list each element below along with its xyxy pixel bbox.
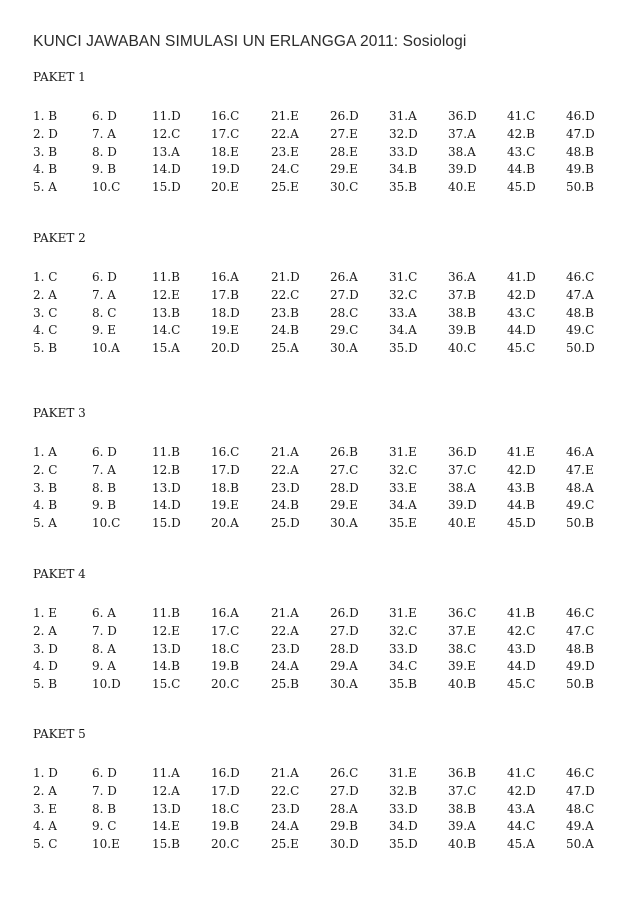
answer-cell: 16.D [211,766,240,780]
answer-cell: 12.E [152,623,180,638]
answer-cell: 49.C [566,323,595,338]
answer-row [0,443,638,461]
answer-cell: 17.C [211,623,240,638]
answer-cell: 23.B [271,305,299,320]
answer-row [0,143,638,161]
answer-cell: 28.A [330,801,358,816]
answer-cell: 6. D [92,766,117,780]
answer-cell: 48.C [566,801,595,816]
answer-cell: 8. D [92,144,117,159]
answer-cell: 27.D [330,623,359,638]
answer-cell: 9. A [92,659,116,674]
answer-cell: 3. C [33,305,58,320]
answer-cell: 8. A [92,641,116,656]
answer-cell: 3. B [33,144,58,159]
answer-cell: 4. A [33,819,57,834]
answer-cell: 38.B [448,801,476,816]
answer-cell: 22.A [271,623,299,638]
answer-cell: 40.E [448,180,476,195]
answer-cell: 1. D [33,766,58,780]
answer-cell: 35.B [389,180,417,195]
answer-cell: 35.B [389,677,417,692]
answer-cell: 47.C [566,623,595,638]
answer-cell: 36.C [448,606,477,620]
answer-cell: 26.A [330,270,358,284]
answer-cell: 2. D [33,126,58,141]
answer-cell: 31.E [389,445,417,459]
answer-cell: 41.C [507,766,536,780]
answer-cell: 11.B [152,445,180,459]
answer-cell: 50.A [566,837,594,852]
answer-cell: 44.D [507,323,536,338]
answer-cell: 32.C [389,287,418,302]
answer-cell: 31.C [389,270,418,284]
answer-cell: 45.C [507,677,536,692]
answer-row [0,782,638,800]
answer-row [0,622,638,640]
answer-cell: 34.A [389,323,417,338]
answer-cell: 27.E [330,126,358,141]
answer-row [0,304,638,322]
answer-cell: 34.A [389,498,417,513]
answer-cell: 46.C [566,766,595,780]
paket-heading: PAKET 2 [33,231,86,245]
answer-cell: 37.B [448,287,476,302]
answer-cell: 39.B [448,323,476,338]
answer-cell: 25.E [271,837,299,852]
answer-cell: 30.A [330,341,358,356]
answer-cell: 18.B [211,480,239,495]
answer-cell: 11.B [152,270,180,284]
answer-cell: 39.D [448,162,477,177]
answer-cell: 7. A [92,126,116,141]
answer-cell: 16.C [211,109,240,123]
answer-cell: 14.D [152,498,181,513]
paket-heading: PAKET 3 [33,406,86,420]
answer-cell: 10.E [92,837,120,852]
answer-cell: 21.A [271,606,299,620]
answer-cell: 7. A [92,287,116,302]
answer-cell: 46.C [566,270,595,284]
answer-cell: 40.C [448,341,477,356]
answer-cell: 50.B [566,180,594,195]
answer-cell: 4. B [33,498,58,513]
answer-cell: 31.E [389,766,417,780]
answer-cell: 42.D [507,287,536,302]
document-title: KUNCI JAWABAN SIMULASI UN ERLANGGA 2011: Sosiologi [33,33,467,50]
answer-cell: 18.C [211,801,240,816]
answer-cell: 28.C [330,305,359,320]
answer-cell: 23.D [271,641,300,656]
answer-cell: 46.C [566,606,595,620]
answer-cell: 12.E [152,287,180,302]
answer-cell: 5. C [33,837,58,852]
answer-cell: 30.D [330,837,359,852]
answer-row [0,160,638,178]
answer-cell: 15.D [152,516,181,531]
answer-cell: 19.D [211,162,240,177]
answer-cell: 27.D [330,287,359,302]
answer-cell: 41.B [507,606,535,620]
answer-cell: 48.B [566,305,594,320]
answer-cell: 48.B [566,144,594,159]
answer-cell: 1. B [33,109,58,123]
answer-cell: 30.A [330,677,358,692]
answer-cell: 26.C [330,766,359,780]
answer-cell: 24.B [271,323,299,338]
answer-cell: 37.C [448,783,477,798]
answer-cell: 13.B [152,305,180,320]
answer-cell: 41.C [507,109,536,123]
answer-cell: 16.C [211,445,240,459]
answer-cell: 7. D [92,783,117,798]
answer-cell: 20.A [211,516,239,531]
answer-cell: 9. C [92,819,117,834]
answer-cell: 19.E [211,498,239,513]
answer-cell: 39.A [448,819,476,834]
answer-cell: 44.B [507,498,535,513]
paket-heading: PAKET 1 [33,70,86,84]
answer-cell: 33.A [389,305,417,320]
answer-cell: 43.A [507,801,535,816]
answer-cell: 33.D [389,641,418,656]
answer-cell: 6. A [92,606,116,620]
answer-cell: 14.E [152,819,180,834]
answer-cell: 23.E [271,144,299,159]
answer-cell: 39.E [448,659,476,674]
answer-cell: 43.D [507,641,536,656]
answer-cell: 31.A [389,109,417,123]
answer-cell: 50.B [566,516,594,531]
answer-cell: 17.D [211,783,240,798]
answer-cell: 3. B [33,480,58,495]
answer-cell: 21.D [271,270,300,284]
answer-cell: 44.D [507,659,536,674]
answer-cell: 10.D [92,677,121,692]
answer-cell: 15.C [152,677,181,692]
answer-cell: 21.A [271,445,299,459]
answer-cell: 9. B [92,498,117,513]
answer-cell: 20.E [211,180,239,195]
answer-cell: 22.C [271,783,300,798]
answer-cell: 33.D [389,801,418,816]
answer-cell: 1. C [33,270,58,284]
answer-row [0,817,638,835]
answer-cell: 25.D [271,516,300,531]
answer-cell: 17.C [211,126,240,141]
answer-cell: 37.C [448,462,477,477]
answer-cell: 3. E [33,801,58,816]
answer-cell: 33.D [389,144,418,159]
answer-cell: 50.D [566,341,595,356]
answer-cell: 29.B [330,819,358,834]
answer-row [0,514,638,532]
answer-cell: 11.B [152,606,180,620]
answer-cell: 49.A [566,819,594,834]
answer-cell: 14.C [152,323,181,338]
answer-cell: 33.E [389,480,417,495]
answer-cell: 18.C [211,641,240,656]
answer-cell: 19.B [211,819,239,834]
answer-cell: 22.C [271,287,300,302]
answer-cell: 10.C [92,516,121,531]
answer-cell: 32.C [389,462,418,477]
answer-cell: 27.D [330,783,359,798]
answer-cell: 13.D [152,801,181,816]
answer-cell: 5. A [33,180,57,195]
answer-cell: 28.E [330,144,358,159]
answer-row [0,461,638,479]
paket-heading: PAKET 5 [33,727,86,741]
answer-cell: 3. D [33,641,58,656]
answer-cell: 24.C [271,162,300,177]
answer-cell: 44.B [507,162,535,177]
answer-cell: 48.B [566,641,594,656]
answer-cell: 14.D [152,162,181,177]
answer-cell: 48.A [566,480,594,495]
answer-cell: 2. A [33,287,57,302]
answer-row [0,178,638,196]
answer-cell: 47.D [566,783,595,798]
answer-row [0,604,638,622]
answer-cell: 7. D [92,623,117,638]
answer-cell: 43.C [507,144,536,159]
answer-cell: 6. D [92,445,117,459]
answer-cell: 17.B [211,287,239,302]
answer-row [0,339,638,357]
answer-cell: 9. B [92,162,117,177]
answer-cell: 44.C [507,819,536,834]
answer-cell: 2. A [33,623,57,638]
answer-cell: 38.C [448,641,477,656]
answer-cell: 41.E [507,445,535,459]
answer-cell: 37.E [448,623,476,638]
answer-row [0,640,638,658]
answer-cell: 28.D [330,641,359,656]
answer-cell: 47.D [566,126,595,141]
answer-cell: 16.A [211,606,239,620]
answer-cell: 11.A [152,766,180,780]
answer-cell: 45.D [507,180,536,195]
answer-cell: 45.D [507,516,536,531]
answer-row [0,496,638,514]
paket-heading: PAKET 4 [33,567,86,581]
answer-cell: 22.A [271,126,299,141]
answer-cell: 35.D [389,837,418,852]
answer-cell: 43.C [507,305,536,320]
answer-cell: 1. A [33,445,57,459]
answer-cell: 34.B [389,162,417,177]
answer-cell: 27.C [330,462,359,477]
answer-cell: 29.A [330,659,358,674]
answer-cell: 5. A [33,516,57,531]
answer-cell: 8. B [92,480,117,495]
answer-cell: 24.A [271,819,299,834]
answer-cell: 20.D [211,341,240,356]
answer-cell: 31.E [389,606,417,620]
answer-cell: 9. E [92,323,117,338]
answer-cell: 22.A [271,462,299,477]
answer-cell: 12.B [152,462,180,477]
answer-cell: 32.C [389,623,418,638]
answer-row [0,107,638,125]
answer-cell: 15.B [152,837,180,852]
answer-cell: 19.B [211,659,239,674]
answer-cell: 10.A [92,341,120,356]
answer-cell: 30.A [330,516,358,531]
answer-cell: 32.D [389,126,418,141]
answer-cell: 40.E [448,516,476,531]
answer-cell: 20.C [211,677,240,692]
answer-cell: 21.A [271,766,299,780]
answer-cell: 20.C [211,837,240,852]
answer-cell: 40.B [448,837,476,852]
answer-cell: 50.B [566,677,594,692]
answer-cell: 18.E [211,144,239,159]
answer-cell: 13.D [152,641,181,656]
answer-cell: 45.A [507,837,535,852]
answer-cell: 26.B [330,445,358,459]
answer-cell: 29.C [330,323,359,338]
answer-cell: 5. B [33,341,58,356]
answer-cell: 4. D [33,659,58,674]
answer-cell: 25.E [271,180,299,195]
answer-cell: 6. D [92,109,117,123]
answer-cell: 14.B [152,659,180,674]
answer-cell: 19.E [211,323,239,338]
answer-cell: 38.A [448,480,476,495]
answer-row [0,268,638,286]
answer-cell: 46.D [566,109,595,123]
answer-cell: 21.E [271,109,299,123]
answer-cell: 36.B [448,766,476,780]
answer-row [0,286,638,304]
answer-cell: 47.A [566,287,594,302]
answer-cell: 38.B [448,305,476,320]
answer-cell: 42.D [507,462,536,477]
answer-row [0,321,638,339]
answer-cell: 42.D [507,783,536,798]
answer-cell: 35.D [389,341,418,356]
answer-cell: 13.D [152,480,181,495]
answer-row [0,125,638,143]
answer-cell: 36.D [448,109,477,123]
answer-cell: 35.E [389,516,417,531]
answer-cell: 10.C [92,180,121,195]
answer-cell: 45.C [507,341,536,356]
answer-cell: 26.D [330,606,359,620]
answer-cell: 26.D [330,109,359,123]
answer-row [0,479,638,497]
answer-cell: 4. C [33,323,58,338]
answer-cell: 8. B [92,801,117,816]
answer-cell: 7. A [92,462,116,477]
answer-cell: 5. B [33,677,58,692]
answer-row [0,800,638,818]
answer-cell: 42.B [507,126,535,141]
answer-cell: 15.D [152,180,181,195]
answer-cell: 47.E [566,462,594,477]
answer-cell: 1. E [33,606,58,620]
answer-cell: 2. C [33,462,58,477]
answer-row [0,835,638,853]
answer-cell: 38.A [448,144,476,159]
answer-row [0,657,638,675]
answer-cell: 24.B [271,498,299,513]
answer-cell: 16.A [211,270,239,284]
answer-cell: 25.B [271,677,299,692]
answer-cell: 34.D [389,819,418,834]
answer-cell: 37.A [448,126,476,141]
answer-cell: 15.A [152,341,180,356]
answer-cell: 49.B [566,162,594,177]
answer-cell: 30.C [330,180,359,195]
answer-cell: 42.C [507,623,536,638]
answer-cell: 11.D [152,109,181,123]
answer-cell: 2. A [33,783,57,798]
answer-cell: 23.D [271,480,300,495]
answer-cell: 41.D [507,270,536,284]
answer-cell: 18.D [211,305,240,320]
answer-cell: 12.A [152,783,180,798]
answer-cell: 49.C [566,498,595,513]
answer-row [0,764,638,782]
answer-cell: 28.D [330,480,359,495]
answer-cell: 39.D [448,498,477,513]
answer-cell: 46.A [566,445,594,459]
answer-cell: 17.D [211,462,240,477]
answer-cell: 29.E [330,162,358,177]
answer-cell: 12.C [152,126,181,141]
answer-cell: 40.B [448,677,476,692]
answer-cell: 43.B [507,480,535,495]
answer-cell: 24.A [271,659,299,674]
answer-cell: 36.D [448,445,477,459]
answer-cell: 32.B [389,783,417,798]
answer-cell: 34.C [389,659,418,674]
answer-cell: 8. C [92,305,117,320]
answer-cell: 4. B [33,162,58,177]
answer-cell: 25.A [271,341,299,356]
answer-cell: 13.A [152,144,180,159]
answer-cell: 6. D [92,270,117,284]
answer-row [0,675,638,693]
answer-cell: 29.E [330,498,358,513]
answer-cell: 36.A [448,270,476,284]
answer-cell: 49.D [566,659,595,674]
answer-cell: 23.D [271,801,300,816]
